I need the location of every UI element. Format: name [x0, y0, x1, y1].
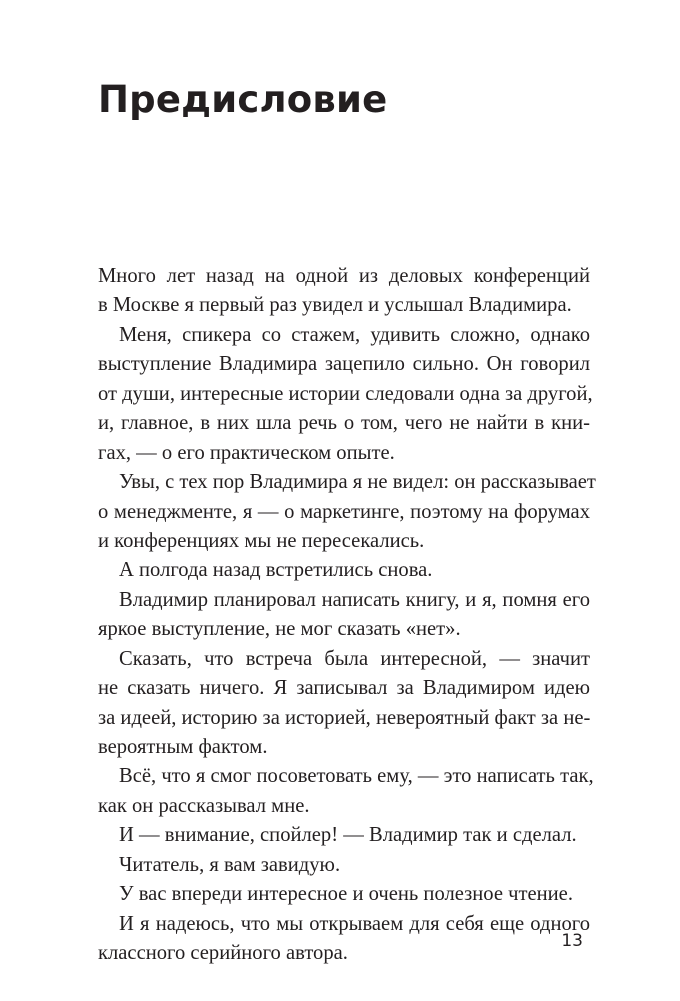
text-line: выступление Владимира зацепило сильно. Он говорил [98, 353, 590, 376]
text-line: о менеджменте, я — о маркетинге, поэтому на форумах [98, 500, 590, 523]
text-line: Увы, с тех пор Владимира я не видел: он рассказывает [119, 471, 596, 494]
page-number: 13 [561, 931, 583, 951]
text-line: от души, интересные истории следовали одна за другой, [98, 382, 593, 405]
text-line: и, главное, в них шла речь о том, чего не найти в кни- [98, 412, 590, 435]
text-line: вероятным фактом. [98, 736, 268, 758]
text-line: А полгода назад встретились снова. [119, 559, 433, 582]
text-line: И — внимание, спойлер! — Владимир так и сделал. [119, 824, 577, 847]
text-line: классного серийного автора. [98, 942, 348, 965]
text-line: за идеей, историю за историей, невероятный факт за не- [98, 706, 591, 729]
text-line: Меня, спикера со стажем, удивить сложно, однако [119, 323, 590, 346]
text-line: гах, — о его практическом опыте. [98, 441, 395, 464]
text-line: в Москве я первый раз увидел и услышал Владимира. [98, 294, 572, 317]
text-line: Сказать, что встреча была интересной, — значит [119, 647, 590, 670]
body-text [98, 262, 596, 969]
text-line: У вас впереди интересное и очень полезное чтение. [119, 883, 573, 906]
text-line: Читатель, я вам завидую. [119, 853, 341, 876]
text-line: не сказать ничего. Я записывал за Владимиром идею [98, 677, 590, 700]
text-line: яркое выступление, не мог сказать «нет». [98, 618, 461, 641]
text-line: как он рассказывал мне. [98, 794, 310, 817]
text-line: И я надеюсь, что мы открываем для себя еще одного [119, 912, 590, 935]
text-line: Всё, что я смог посоветовать ему, — это написать так, [119, 765, 594, 788]
text-line: и конференциях мы не пересекались. [98, 529, 425, 552]
text-line: Владимир планировал написать книгу, и я, помня его [119, 588, 590, 611]
chapter-title: Предисловие [98, 78, 388, 121]
text-line: Много лет назад на одной из деловых конференций [98, 265, 590, 287]
